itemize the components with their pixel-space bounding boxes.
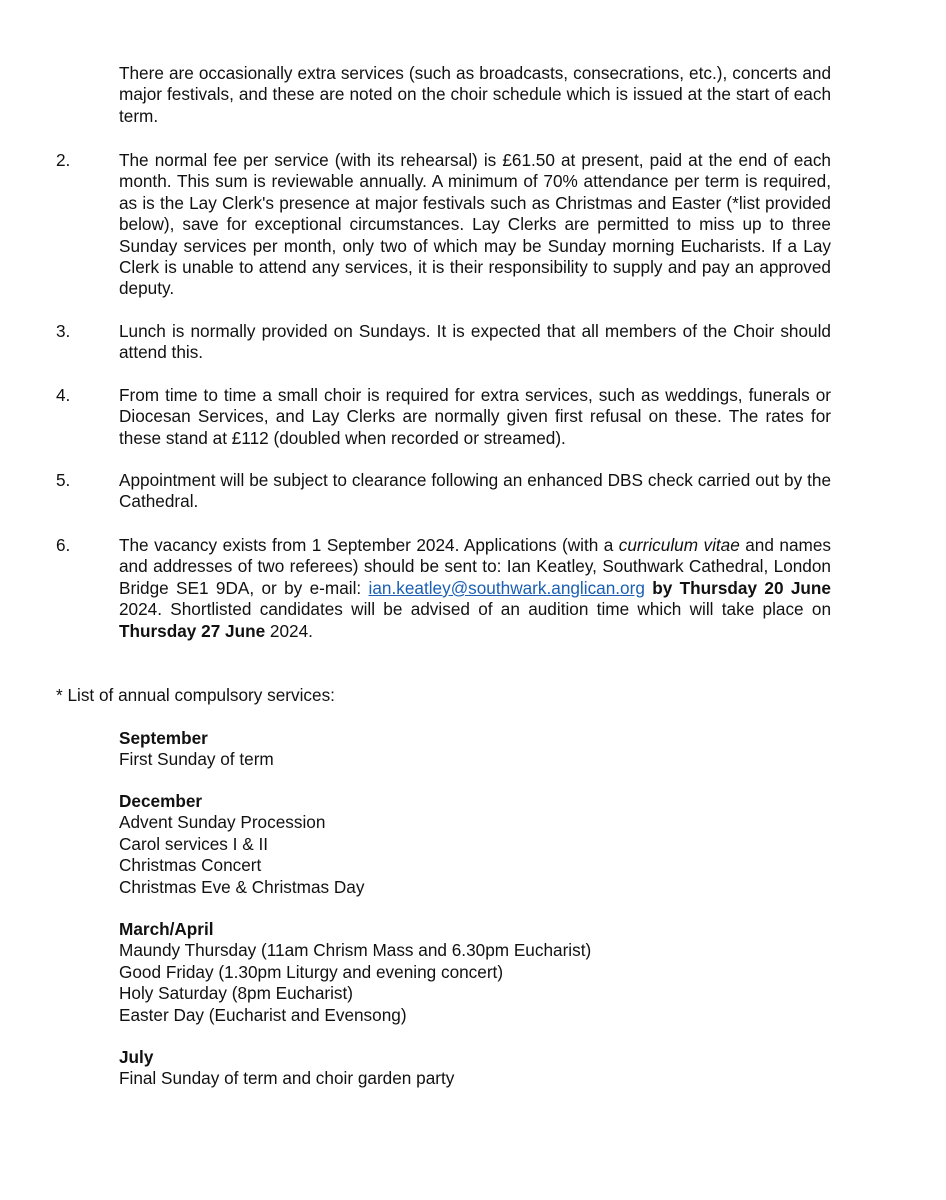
service-group-july: [119, 1047, 454, 1090]
group-heading: December: [119, 791, 203, 811]
group-heading: July: [119, 1047, 154, 1067]
services-note: * List of annual compulsory services:: [56, 685, 335, 705]
service-item: Easter Day (Eucharist and Evensong): [119, 1004, 407, 1025]
audition-date: Thursday 27 June: [119, 620, 266, 641]
service-item: Christmas Concert: [119, 855, 262, 876]
service-item: First Sunday of term: [119, 749, 274, 770]
email-link[interactable]: ian.keatley@southwark.anglican.org: [368, 577, 645, 598]
item-text-5: Appointment will be subject to clearance following an enhanced DBS check carried out by the Cathedral.: [119, 470, 831, 512]
item-text-2: The normal fee per service (with its rehearsal) is £61.50 at present, paid at the end of each month. This sum is reviewable annually. A minimum of 70% attendance per term is required, as is the Lay Clerk's presence at major festivals such as Christmas and Easter (*list provided below), save for exceptional circumstances. Lay Clerks are permitted to miss up to three Sunday services per month, only two of which may be Sunday morning Eucharists. If a Lay Clerk is unable to attend any services, it is their responsibility to supply and pay an approved deputy.: [119, 150, 831, 299]
service-item: Advent Sunday Procession: [119, 812, 326, 833]
item-number-6: 6.: [56, 535, 71, 555]
item-text-4: From time to time a small choir is required for extra services, such as weddings, funerals or Diocesan Services, and Lay Clerks are normally given first refusal on these. The rates for these stand at £112 (doubled when recorded or streamed).: [119, 385, 831, 448]
item-6-part-b: and names and addresses of two referees) should be sent to: Ian Keatley, Southwark Cathedral, London Bridge SE1 9DA, or by e-mail:: [119, 535, 831, 598]
item-6-part-a: The vacancy exists from 1 September 2024. Applications (with a: [119, 535, 619, 555]
deadline-date: by Thursday 20 June: [652, 577, 831, 598]
service-item: Maundy Thursday (11am Chrism Mass and 6.30pm Eucharist): [119, 940, 592, 961]
service-item: Final Sunday of term and choir garden party: [119, 1068, 455, 1089]
item-text-3: Lunch is normally provided on Sundays. It is expected that all members of the Choir should attend this.: [119, 321, 831, 363]
service-item: Christmas Eve & Christmas Day: [119, 876, 365, 897]
item-6-part-c: 2024. Shortlisted candidates will be advised of an audition time which will take place on: [119, 599, 831, 620]
item-number-2: 2.: [56, 150, 71, 170]
curriculum-vitae-italic: curriculum vitae: [618, 535, 740, 555]
service-item: Holy Saturday (8pm Eucharist): [119, 983, 354, 1004]
service-item: Carol services I & II: [119, 833, 268, 854]
service-item: Good Friday (1.30pm Liturgy and evening concert): [119, 961, 504, 982]
group-heading: March/April: [119, 919, 214, 939]
item-number-4: 4.: [56, 385, 71, 405]
service-group-march-april: [119, 919, 591, 1026]
item-number-5: 5.: [56, 470, 71, 490]
service-group-september: [119, 728, 274, 771]
intro-paragraph: There are occasionally extra services (such as broadcasts, consecrations, etc.), concerts and major festivals, and these are noted on the choir schedule which is issued at the start of each term.: [119, 63, 831, 126]
item-text-6: [119, 535, 831, 642]
item-6-part-d: 2024.: [265, 620, 313, 641]
service-group-december: [119, 791, 364, 898]
group-heading: September: [119, 728, 208, 748]
item-number-3: 3.: [56, 321, 71, 341]
